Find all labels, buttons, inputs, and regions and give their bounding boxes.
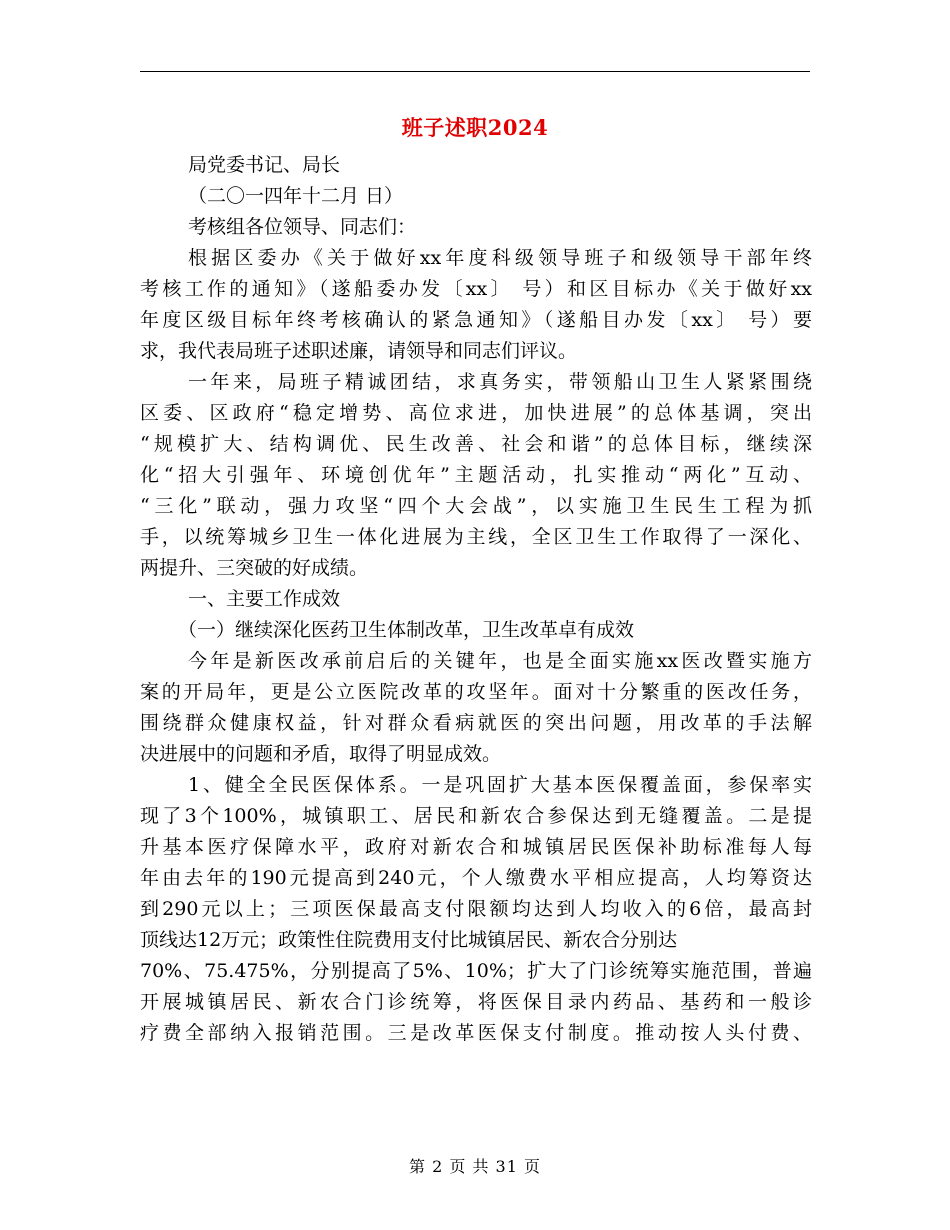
- header-rule: [140, 71, 810, 72]
- paragraph-line: （二〇一四年十二月 日）: [188, 185, 404, 207]
- paragraph-line: 疗费全部纳入报销范围。三是改革医保支付制度。推动按人头付费、: [140, 1022, 812, 1044]
- paragraph-line: 升基本医疗保障水平，政府对新农合和城镇居民医保补助标准每人每: [140, 836, 812, 858]
- paragraph-line: 根据区委办《关于做好xx年度科级领导班子和级领导干部年终: [188, 247, 812, 269]
- document-title: 班子述职2024: [401, 115, 549, 140]
- paragraph-line: 1、健全全民医保体系。一是巩固扩大基本医保覆盖面，参保率实: [188, 774, 812, 796]
- paragraph-line: 考核工作的通知》（遂船委办发〔xx〕 号）和区目标办《关于做好xx: [140, 278, 812, 300]
- paragraph-line: 化“招大引强年、环境创优年”主题活动，扎实推动“两化”互动、: [140, 464, 812, 486]
- paragraph-line: 求，我代表局班子述职述廉，请领导和同志们评议。: [140, 340, 578, 362]
- paragraph-line: 现了3个100%，城镇职工、居民和新农合参保达到无缝覆盖。二是提: [140, 805, 812, 827]
- paragraph-line: “规模扩大、结构调优、民生改善、社会和谐”的总体目标，继续深: [140, 433, 812, 455]
- paragraph-line: 顶线达12万元；政策性住院费用支付比城镇居民、新农合分别达: [140, 929, 678, 951]
- page-footer: 第 2 页 共 31 页: [409, 1157, 541, 1176]
- paragraph-line: （一）继续深化医药卫生体制改革，卫生改革卓有成效: [178, 619, 635, 641]
- paragraph-line: 到290元以上；三项医保最高支付限额均达到人均收入的6倍，最高封: [140, 898, 812, 920]
- paragraph-line: 开展城镇居民、新农合门诊统筹，将医保目录内药品、基药和一般诊: [140, 991, 812, 1013]
- paragraph-line: 年度区级目标年终考核确认的紧急通知》（遂船目办发〔xx〕 号）要: [140, 309, 812, 331]
- paragraph-line: 年由去年的190元提高到240元，个人缴费水平相应提高，人均筹资达: [140, 867, 812, 889]
- paragraph-line: 手，以统筹城乡卫生一体化进展为主线，全区卫生工作取得了一深化、: [140, 526, 812, 548]
- paragraph-line: 局党委书记、局长: [188, 154, 341, 176]
- paragraph-line: 70%、75.475%，分别提高了5%、10%；扩大了门诊统筹实施范围，普遍: [140, 960, 812, 982]
- paragraph-line: 案的开局年，更是公立医院改革的攻坚年。面对十分繁重的医改任务，: [140, 681, 812, 703]
- paragraph-line: “三化”联动，强力攻坚“四个大会战”，以实施卫生民生工程为抓: [140, 495, 812, 517]
- paragraph-line: 今年是新医改承前启后的关键年，也是全面实施xx医改暨实施方: [188, 650, 812, 672]
- paragraph-line: 决进展中的问题和矛盾，取得了明显成效。: [140, 743, 502, 765]
- paragraph-line: 区委、区政府“稳定增势、高位求进，加快进展”的总体基调，突出: [140, 402, 812, 424]
- paragraph-line: 一、主要工作成效: [188, 588, 341, 610]
- paragraph-line: 围绕群众健康权益，针对群众看病就医的突出问题，用改革的手法解: [140, 712, 812, 734]
- paragraph-line: 一年来，局班子精诚团结，求真务实，带领船山卫生人紧紧围绕: [188, 371, 812, 393]
- paragraph-line: 两提升、三突破的好成绩。: [140, 557, 369, 579]
- document-body: [140, 150, 812, 1049]
- paragraph-line: 考核组各位领导、同志们：: [188, 216, 417, 238]
